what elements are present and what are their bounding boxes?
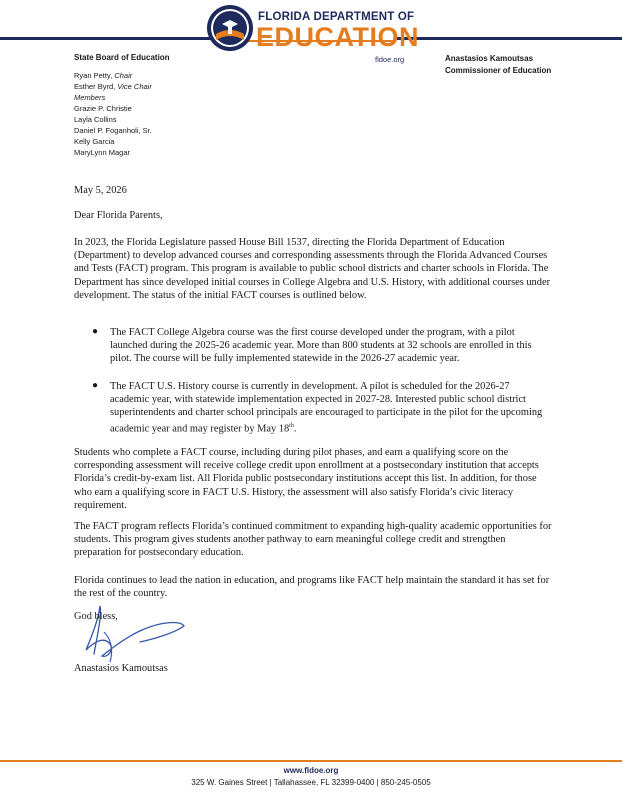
signature-image bbox=[80, 592, 190, 672]
paragraph-closing: Florida continues to lead the nation in education, and programs like FACT help maintain the standard it has set for the rest of the country. bbox=[74, 575, 550, 600]
logo-education-text: EDUCATION bbox=[256, 22, 419, 52]
commissioner-title: Commissioner of Education bbox=[445, 66, 552, 75]
bullet-college-algebra: The FACT College Algebra course was the first course developed under the program, with a pilot launched during the 2025-26 academic year. More than 800 students at 32 schools are enrolled in this pilot. The course will be fully implemented statewide in the 2026-27 academic year. bbox=[110, 327, 532, 365]
fldoe-seal-icon bbox=[206, 4, 254, 52]
footer-address: 325 W. Gaines Street | Tallahassee, FL 32399-0400 | 850-245-0505 bbox=[191, 778, 431, 787]
board-member: Daniel P. Foganholi, Sr. bbox=[74, 126, 152, 135]
board-member: Grazie P. Christie bbox=[74, 104, 132, 113]
commissioner-name: Anastasios Kamoutsas bbox=[445, 54, 534, 63]
bullet-icon: ● bbox=[92, 326, 99, 337]
signature-name: Anastasios Kamoutsas bbox=[74, 663, 168, 674]
letter-closing: God bless, bbox=[74, 611, 118, 622]
board-members-list bbox=[74, 70, 152, 158]
logo-url: fldoe.org bbox=[375, 55, 405, 64]
paragraph-intro: In 2023, the Florida Legislature passed House Bill 1537, directing the Florida Department of Education (Department) to develop advanced courses and corresponding assessments through the Florida Advanced Courses and Tests (FACT) program. This program is available to public school districts and charter schools in Florida. The Department has since developed initial courses in College Algebra and U.S. History, with additional courses under development. The status of the initial FACT courses is outlined below. bbox=[74, 237, 551, 301]
paragraph-commitment: The FACT program reflects Florida’s continued commitment to expanding high-quality academic opportunities for students. This program gives students another pathway to earn meaningful college credit and strengthen preparation for postsecondary education. bbox=[74, 521, 552, 559]
bullet-us-history: The FACT U.S. History course is currently in development. A pilot is scheduled for the 2026-27 academic year, with statewide implementation expected in 2027-28. Interested public school district superintendents and charter school principals are encouraged to participate in the pilot for the upcoming academic year and may register by May 18th. bbox=[110, 381, 543, 435]
board-title: State Board of Education bbox=[74, 53, 170, 62]
logo-top-text: FLORIDA DEPARTMENT OF bbox=[258, 11, 415, 23]
board-member: Ryan Petty, Chair bbox=[74, 71, 133, 80]
board-member: MaryLynn Magar bbox=[74, 148, 130, 157]
commissioner-block bbox=[445, 53, 551, 77]
letter-greeting: Dear Florida Parents, bbox=[74, 210, 163, 221]
footer-rule bbox=[0, 760, 622, 762]
board-member: Kelly Garcia bbox=[74, 137, 115, 146]
board-members-heading: Members bbox=[74, 93, 106, 102]
header-rule-right bbox=[395, 37, 622, 40]
board-member: Esther Byrd, Vice Chair bbox=[74, 82, 152, 91]
letter-date: May 5, 2026 bbox=[74, 185, 127, 196]
board-member: Layla Collins bbox=[74, 115, 117, 124]
fldoe-logo bbox=[206, 4, 419, 64]
paragraph-college-credit: Students who complete a FACT course, including during pilot phases, and earn a qualifying score on the corresponding assessment will receive college credit upon enrollment at a postsecondary institution that accepts Florida’s credit-by-exam list. All Florida public postsecondary institutions accept this list. In addition, for those who earn a qualifying score in FACT U.S. History, the assessment will also satisfy Florida’s civic literacy requirement. bbox=[74, 447, 539, 511]
footer-url: www.fldoe.org bbox=[283, 766, 339, 775]
bullet-icon: ● bbox=[92, 380, 99, 391]
header-rule-left bbox=[0, 37, 222, 40]
